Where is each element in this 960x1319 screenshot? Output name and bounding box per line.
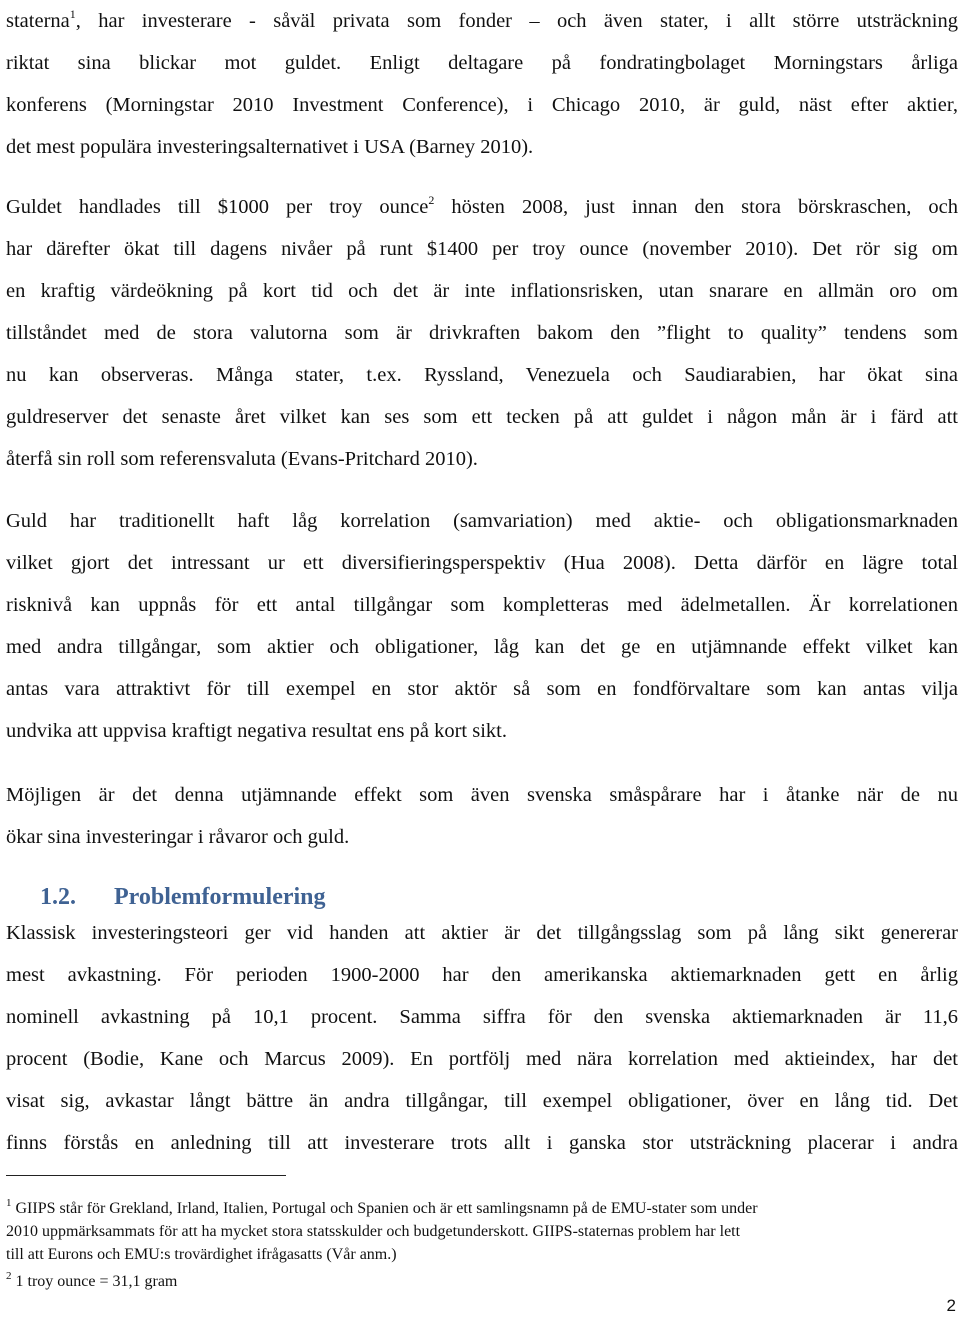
text-run: antas vara attraktivt för till exempel en stor aktör så som en fondförvaltare som kan antas vilja (6, 678, 958, 700)
text-line (6, 270, 958, 312)
text-run: vilket gjort det intressant ur ett diversifieringsperspektiv (Hua 2008). Detta därför en lägre total (6, 552, 958, 574)
text-line (6, 0, 958, 42)
text-run: , har investerare - såväl privata som fonder – och även stater, i allt större utsträckning (75, 10, 958, 32)
footnote-marker: 1 (6, 1197, 12, 1209)
text-line (6, 1080, 958, 1122)
text-line (6, 710, 958, 752)
text-line (6, 354, 958, 396)
text-line (6, 816, 958, 858)
text-line (6, 912, 958, 954)
text-run: visat sig, avkastar långt bättre än andra tillgångar, till exempel obligationer, över en lång tid. Det (6, 1090, 958, 1112)
footnote-text: 2010 uppmärksammats för att ha mycket stora statsskulder och budgetunderskott. GIIPS-staternas problem har lett (6, 1223, 741, 1240)
footnote-marker: 2 (6, 1270, 12, 1282)
text-run: återfå sin roll som referensvaluta (Evans-Pritchard 2010). (6, 448, 478, 470)
footnote-reference: 1 (69, 7, 76, 21)
text-run: guldreserver det senaste året vilket kan ses som ett tecken på att guldet i någon mån är i färd att (6, 406, 958, 428)
paragraph (6, 774, 958, 858)
footnote-reference: 2 (428, 193, 435, 207)
text-run: Guld har traditionellt haft låg korrelation (samvariation) med aktie- och obligationsmarknaden (6, 510, 958, 532)
page-number: 2 (946, 1296, 956, 1315)
text-run: har därefter ökat till dagens nivåer på runt $1400 per troy ounce (november 2010). Det rör sig om (6, 238, 958, 260)
section-number: 1.2. (40, 884, 76, 910)
footnote (6, 1270, 956, 1293)
paragraph (6, 912, 958, 1164)
section-heading (40, 884, 326, 911)
text-run: risknivå kan uppnås för ett antal tillgångar som kompletteras med ädelmetallen. Är korrelationen (6, 594, 958, 616)
text-run: Klassisk investeringsteori ger vid handen att aktier är det tillgångsslag som på lång sikt genererar (6, 922, 958, 944)
paragraph (6, 186, 958, 480)
text-run: staterna (6, 10, 70, 32)
text-line (6, 1038, 958, 1080)
text-line (6, 228, 958, 270)
text-line (6, 312, 958, 354)
text-run: nominell avkastning på 10,1 procent. Samma siffra för den svenska aktiemarknaden är 11,6 (6, 1006, 958, 1028)
footnote-line (6, 1220, 956, 1243)
footnote-text: till att Eurons och EMU:s trovärdighet ifrågasatts (Vår anm.) (6, 1246, 397, 1263)
text-line (6, 774, 958, 816)
text-run: ökar sina investeringar i råvaror och guld. (6, 826, 350, 848)
footnote-line (6, 1243, 956, 1266)
text-run: undvika att uppvisa kraftigt negativa resultat ens på kort sikt. (6, 720, 507, 742)
text-run: det mest populära investeringsalternativet i USA (Barney 2010). (6, 136, 534, 158)
text-line (6, 438, 958, 480)
text-run: procent (Bodie, Kane och Marcus 2009). En portfölj med nära korrelation med aktieindex, har det (6, 1048, 958, 1070)
text-run: hösten 2008, just innan den stora börskraschen, och (434, 196, 958, 218)
text-run: nu kan observeras. Många stater, t.ex. Ryssland, Venezuela och Saudiarabien, har ökat sina (6, 364, 958, 386)
text-run: tillståndet med de stora valutorna som är drivkraften bakom den ”flight to quality” tendens som (6, 322, 958, 344)
text-run: konferens (Morningstar 2010 Investment Conference), i Chicago 2010, är guld, näst efter aktier, (6, 94, 958, 116)
footnote-line (6, 1270, 956, 1293)
text-line (6, 500, 958, 542)
text-line (6, 668, 958, 710)
footnote (6, 1197, 956, 1266)
footnote-line (6, 1197, 956, 1220)
text-run: finns förstås en anledning till att investerare trots allt i ganska stor utsträckning placerar i andra (6, 1132, 958, 1154)
text-line (6, 954, 958, 996)
text-line (6, 1122, 958, 1164)
text-line (6, 42, 958, 84)
text-line (6, 996, 958, 1038)
text-run: Guldet handlades till $1000 per troy ounce (6, 196, 429, 218)
paragraph (6, 0, 958, 168)
text-run: riktat sina blickar mot guldet. Enligt deltagare på fondratingbolaget Morningstars årliga (6, 52, 958, 74)
text-run: mest avkastning. För perioden 1900-2000 har den amerikanska aktiemarknaden gett en årlig (6, 964, 958, 986)
text-run: Möjligen är det denna utjämnande effekt som även svenska småspårare har i åtanke när de nu (6, 784, 958, 806)
text-line (6, 396, 958, 438)
text-line (6, 626, 958, 668)
text-run: en kraftig värdeökning på kort tid och det är inte inflationsrisken, utan snarare en allmän oro om (6, 280, 958, 302)
footnote-separator (6, 1175, 286, 1176)
text-run: med andra tillgångar, som aktier och obligationer, låg kan det ge en utjämnande effekt vilket kan (6, 636, 958, 658)
text-line (6, 584, 958, 626)
footnote-text: 1 troy ounce = 31,1 gram (11, 1273, 178, 1290)
text-line (6, 84, 958, 126)
footnote-text: GIIPS står för Grekland, Irland, Italien, Portugal och Spanien och är ett samlingsnamn på de EMU-stater som under (11, 1200, 758, 1217)
paragraph (6, 500, 958, 752)
text-line (6, 126, 958, 168)
text-line (6, 542, 958, 584)
text-line (6, 186, 958, 228)
section-title: Problemformulering (114, 884, 326, 910)
